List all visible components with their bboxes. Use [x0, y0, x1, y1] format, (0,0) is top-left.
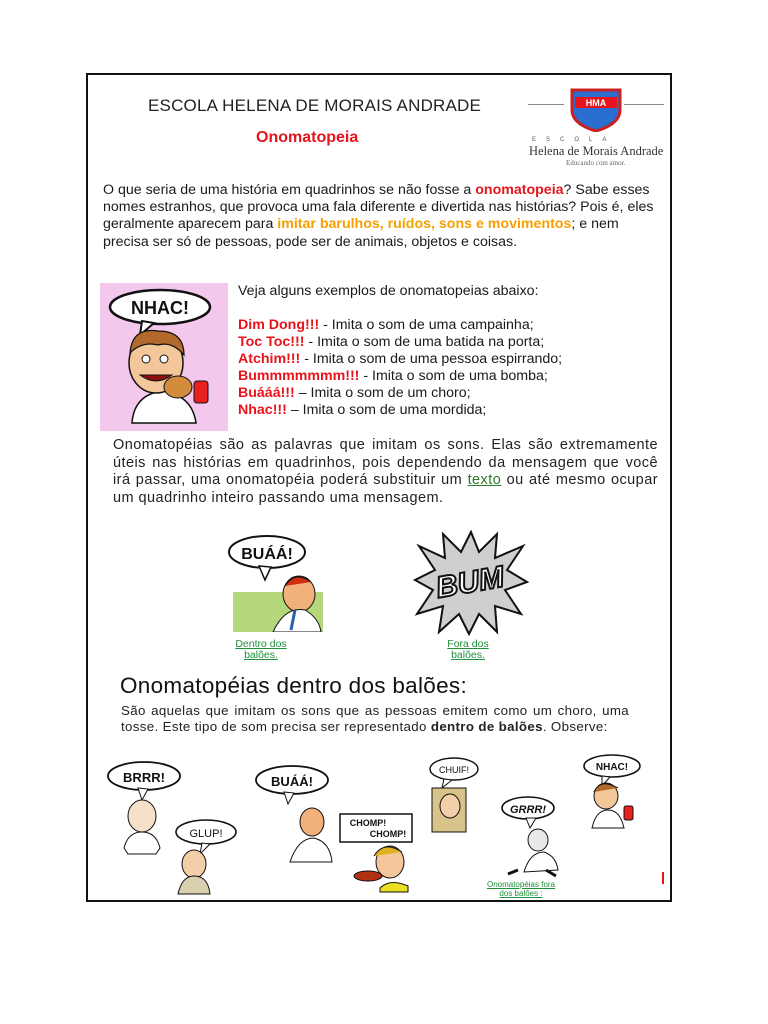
- nhac-bubble-text: NHAC!: [131, 298, 189, 318]
- school-name: ESCOLA HELENA DE MORAIS ANDRADE: [148, 96, 482, 115]
- example-item: [238, 317, 638, 334]
- bottom-caption-line-2: dos balões :: [499, 889, 543, 898]
- example-word: Toc Toc!!!: [238, 334, 305, 350]
- example-item: [238, 402, 638, 419]
- intro-text-3: ; e nem precisa ser só de pessoas, pode ser de animais, objetos e coisas.: [103, 216, 619, 250]
- intro-highlight-onomatopeia: onomatopeia: [475, 182, 564, 198]
- bottom-caption-line-1: Onomatopéias fora: [486, 880, 556, 889]
- nhac-illustration: [100, 283, 228, 431]
- example-word: Nhac!!!: [238, 402, 287, 418]
- logo-line-left: [528, 104, 564, 105]
- bottom-examples-strip: [98, 752, 670, 902]
- example-item: [238, 368, 638, 385]
- inside-bubble-text: BUÁÁ!: [241, 546, 293, 563]
- page-title: Onomatopeia: [256, 129, 359, 146]
- chomp-text-1: CHOMP!: [349, 818, 387, 828]
- example-item: [238, 334, 638, 351]
- brrr-text: BRRR!: [123, 770, 165, 785]
- example-word: Buááá!!!: [238, 385, 295, 401]
- intro-highlight-sounds: imitar barulhos, ruídos, sons e movimentos: [277, 216, 572, 233]
- nhac-bottom-text: NHAC!: [595, 762, 629, 773]
- section-paragraph: [121, 703, 629, 736]
- examples-list: [238, 283, 638, 419]
- grrr-text: GRRR!: [509, 804, 547, 816]
- logo-shield-icon: [566, 86, 626, 132]
- outside-caption-line-2: balões.: [451, 649, 485, 661]
- example-item: [238, 351, 638, 368]
- outside-caption-line-1: Fora dos: [447, 638, 489, 650]
- bum-text: BUM: [433, 560, 507, 605]
- example-word: Dim Dong!!!: [238, 317, 320, 333]
- example-desc: - Imita o som de uma batida na porta;: [304, 334, 545, 350]
- definition-paragraph: [113, 437, 658, 508]
- logo-line-right: [624, 104, 664, 105]
- section-heading: Onomatopéias dentro dos balões:: [120, 673, 468, 698]
- example-item: [238, 385, 638, 402]
- example-desc: - Imita o som de uma campainha;: [319, 317, 534, 333]
- eating-boy-icon: [100, 283, 228, 431]
- section-text-2: . Observe:: [542, 719, 608, 735]
- examples-lead: Veja alguns exemplos de onomatopeias abaixo:: [238, 283, 539, 299]
- section-text-1: São aquelas que imitam os sons que as pessoas emitem como um choro, uma tosse. Este tipo de som precisa ser representado: [121, 703, 629, 735]
- logo-name: Helena de Morais Andrade: [529, 144, 664, 158]
- bum-explosion-icon: [413, 528, 529, 636]
- intro-paragraph: [103, 182, 658, 251]
- example-word: Atchim!!!: [238, 351, 301, 367]
- example-desc: - Imita o som de uma bomba;: [359, 368, 548, 384]
- bottom-caption: [466, 880, 576, 898]
- glup-text: GLUP!: [189, 828, 223, 840]
- crying-man-buaa-icon: [256, 766, 332, 862]
- buaa-bottom-text: BUÁÁ!: [271, 774, 313, 789]
- angry-man-grrr-icon: [502, 797, 558, 876]
- inside-caption: [231, 639, 291, 661]
- logo-escola: ESCOLA: [532, 137, 617, 143]
- red-edge-mark: [662, 872, 664, 884]
- example-desc: - Imita o som de uma pessoa espirrando;: [300, 351, 563, 367]
- chuif-text: CHUIF!: [439, 765, 469, 775]
- swallowing-man-glup-icon: [176, 820, 236, 894]
- inside-caption-line-1: Dentro dos: [235, 638, 287, 650]
- inside-caption-line-2: balões.: [244, 649, 278, 661]
- example-word: Bummmmmmm!!!: [238, 368, 360, 384]
- example-desc: – Imita o som de uma mordida;: [286, 402, 487, 418]
- intro-text-1: O que seria de uma história em quadrinhos se não fosse a: [103, 182, 476, 198]
- outside-caption: [433, 639, 503, 661]
- sniffing-man-chuif-icon: [430, 758, 478, 832]
- shivering-man-brrr-icon: [108, 762, 180, 854]
- eating-boy-chomp-icon: [340, 814, 412, 892]
- school-logo: [526, 86, 666, 166]
- logo-badge-text: HMA: [585, 98, 607, 108]
- example-desc: – Imita o som de um choro;: [294, 385, 471, 401]
- eating-boy-nhac-icon: [584, 755, 640, 828]
- definition-text-2: ou até mesmo ocupar um quadrinho inteiro passando uma mensagem.: [113, 472, 658, 507]
- definition-text-1: Onomatopéias são as palavras que imitam os sons. Elas são extremamente úteis nas histórias em quadrinhos, pois dependendo da mensagem que você irá passar, uma onomatopéia poderá substituir um: [113, 437, 658, 489]
- logo-tagline: Educando com amor.: [566, 159, 626, 167]
- chomp-text-2: CHOMP!: [369, 829, 407, 839]
- section-bold: dentro de balões: [430, 719, 543, 735]
- intro-text-2: ? Sabe esses nomes estranhos, que provoca uma fala diferente e divertida nas histórias? Pois é, eles geralmente aparecem para: [103, 182, 654, 233]
- texto-link[interactable]: texto: [467, 472, 502, 489]
- crying-man-inside-balloon-icon: [225, 532, 325, 632]
